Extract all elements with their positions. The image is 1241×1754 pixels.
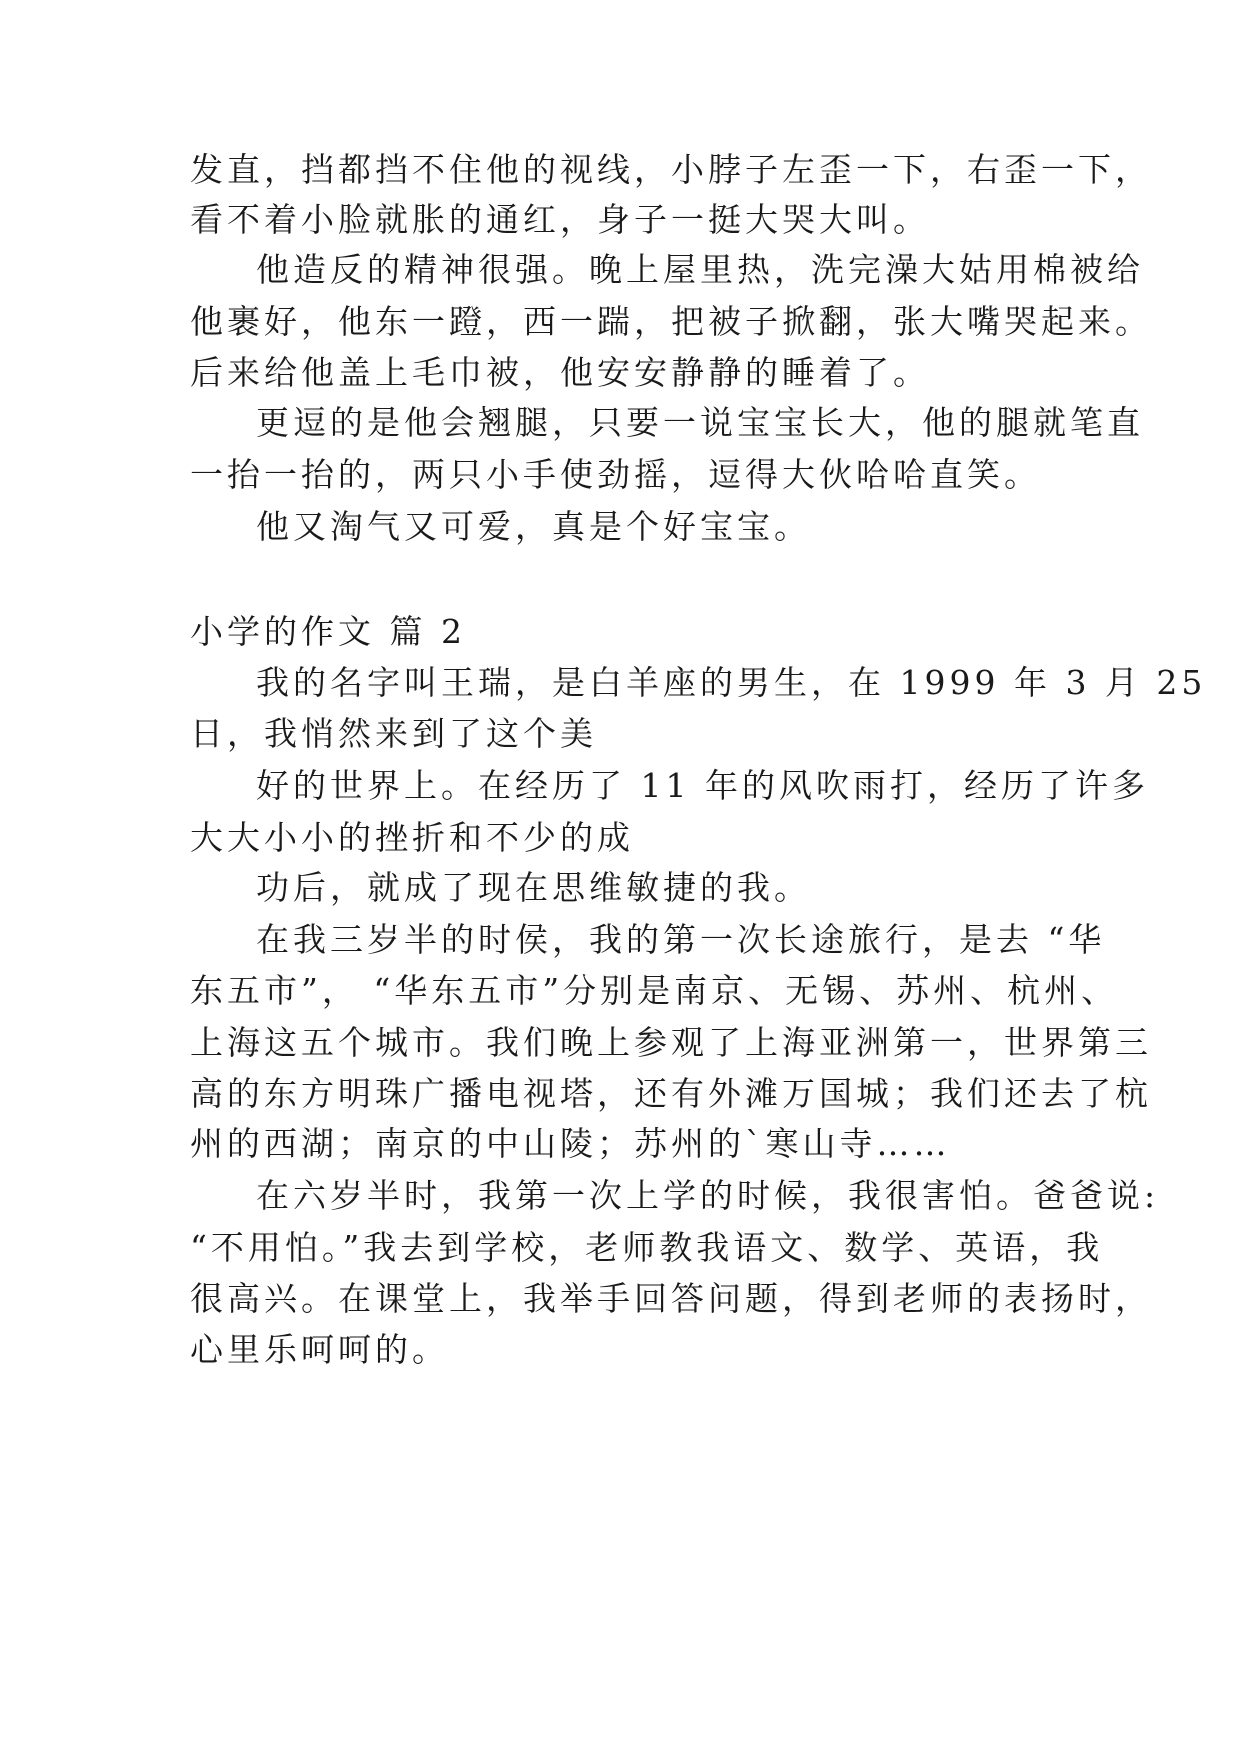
section-heading: 小学的作文 篇 2 xyxy=(190,612,466,651)
text-line: 高的东方明珠广播电视塔，还有外滩万国城；我们还去了杭 xyxy=(190,1074,1152,1113)
paragraph-start-line: 在我三岁半的时侯，我的第一次长途旅行，是去 “华 xyxy=(256,920,1106,959)
text-line: 后来给他盖上毛巾被，他安安静静的睡着了。 xyxy=(190,353,930,392)
text-line: 很高兴。在课堂上，我举手回答问题，得到老师的表扬时， xyxy=(190,1279,1152,1318)
paragraph-start-line: 好的世界上。在经历了 11 年的风吹雨打，经历了许多 xyxy=(256,766,1149,805)
text-line: 他裹好，他东一蹬，西一踹，把被子掀翻，张大嘴哭起来。 xyxy=(190,302,1152,341)
paragraph-start-line: 他造反的精神很强。晚上屋里热，洗完澡大姑用棉被给 xyxy=(256,250,1144,289)
text-line: “不用怕。”我去到学校，老师教我语文、数学、英语，我 xyxy=(190,1228,1104,1267)
paragraph-start-line: 他又淘气又可爱，真是个好宝宝。 xyxy=(256,507,811,546)
text-line: 心里乐呵呵的。 xyxy=(190,1330,449,1369)
text-line: 大大小小的挫折和不少的成 xyxy=(190,818,634,857)
text-line: 发直，挡都挡不住他的视线，小脖子左歪一下，右歪一下， xyxy=(190,150,1152,189)
paragraph-start-line: 在六岁半时，我第一次上学的时候，我很害怕。爸爸说: xyxy=(256,1176,1160,1215)
text-line: 州的西湖；南京的中山陵；苏州的`寒山寺…… xyxy=(190,1124,951,1163)
paragraph-start-line: 功后，就成了现在思维敏捷的我。 xyxy=(256,868,811,907)
text-line: 一抬一抬的，两只小手使劲摇，逗得大伙哈哈直笑。 xyxy=(190,455,1041,494)
text-line: 上海这五个城市。我们晚上参观了上海亚洲第一，世界第三 xyxy=(190,1023,1152,1062)
text-line: 日，我悄然来到了这个美 xyxy=(190,714,597,753)
text-line: 东五市”， “华东五市”分别是南京、无锡、苏州、杭州、 xyxy=(190,971,1119,1010)
text-line: 看不着小脸就胀的通红，身子一挺大哭大叫。 xyxy=(190,200,930,239)
paragraph-start-line: 更逗的是他会翘腿，只要一说宝宝长大，他的腿就笔直 xyxy=(256,403,1144,442)
paragraph-start-line: 我的名字叫王瑞，是白羊座的男生，在 1999 年 3 月 25 xyxy=(256,663,1207,702)
